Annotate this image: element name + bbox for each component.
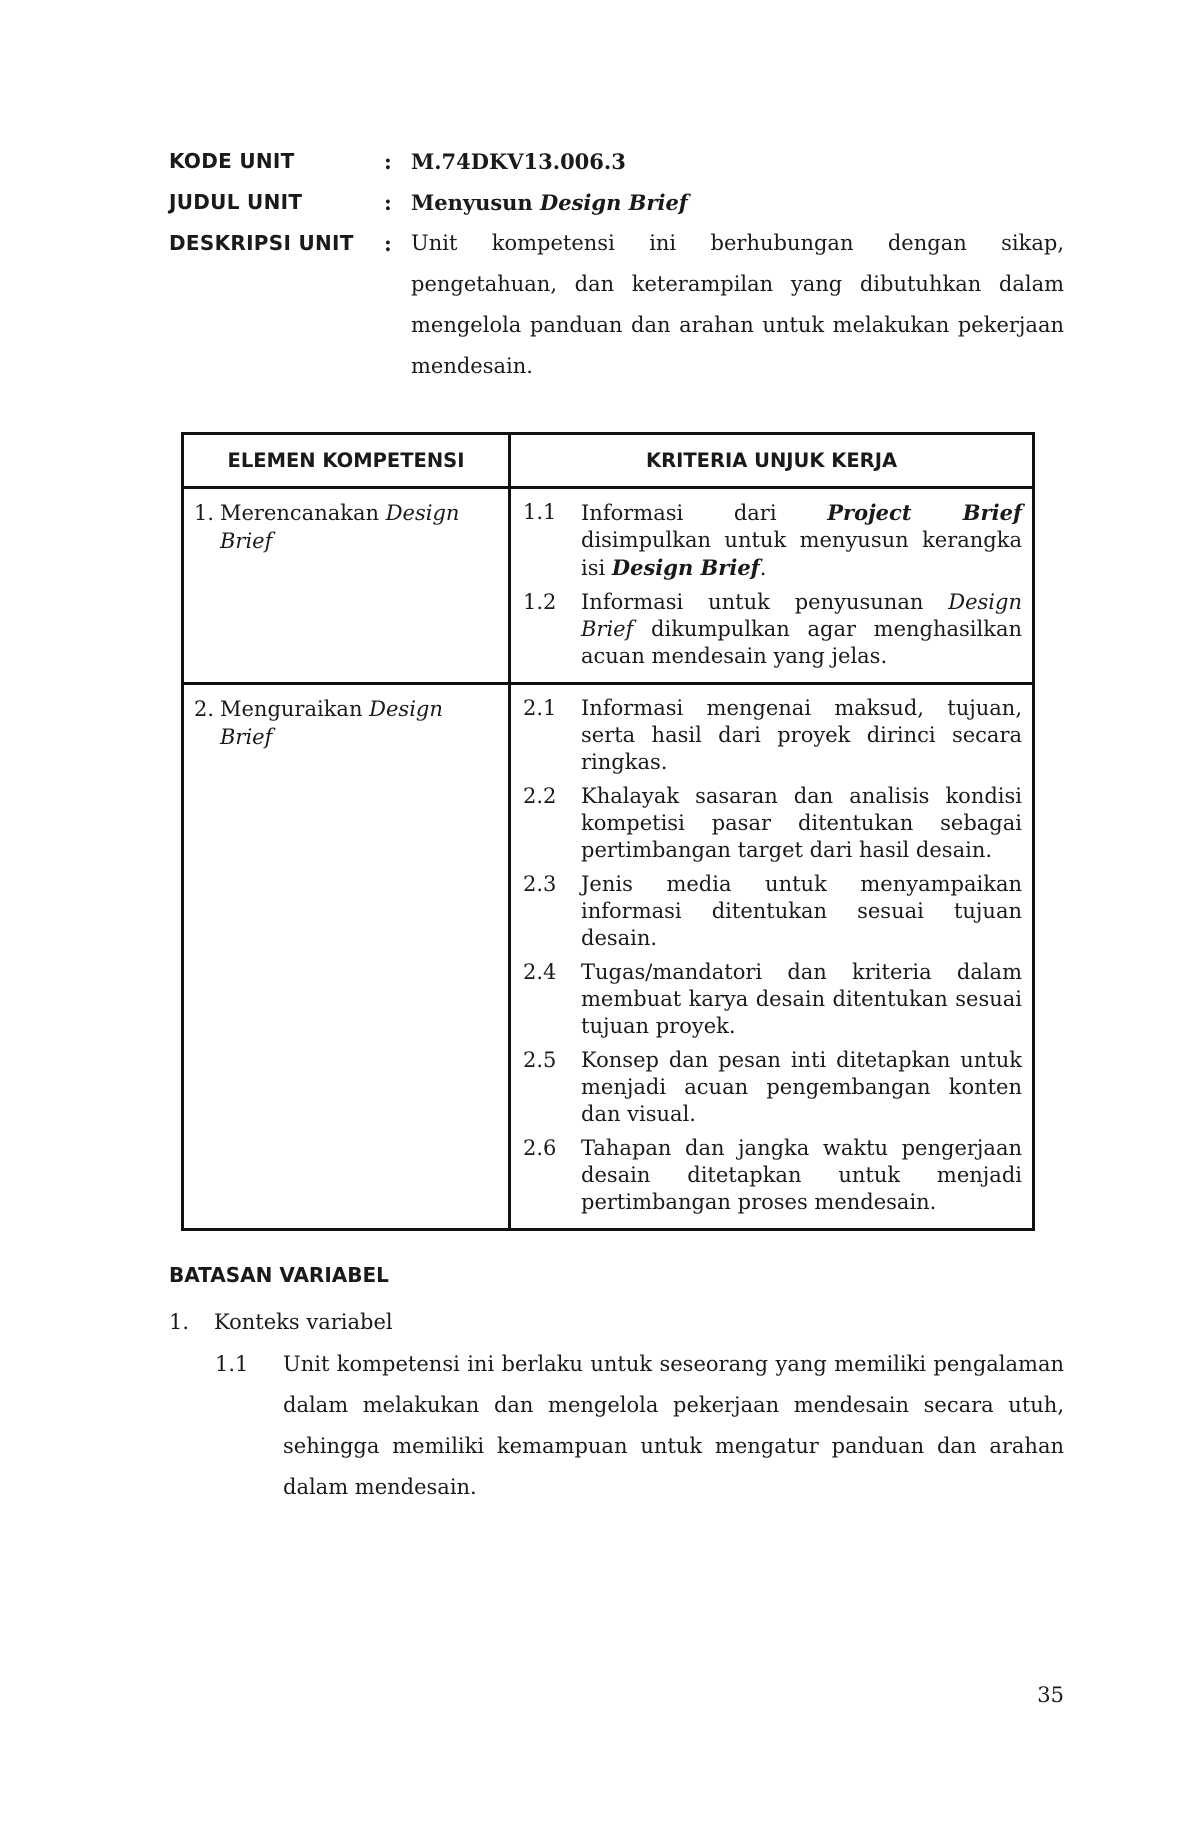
elemen-item (194, 695, 498, 751)
elemen-text (220, 695, 498, 751)
col-header-kriteria: KRITERIA UNJUK KERJA (510, 434, 1034, 488)
kriteria-text-part: Informasi dari (581, 501, 828, 525)
kriteria-text-part: . (759, 556, 767, 580)
deskripsi-unit-value: Unit kompetensi ini berhubungan dengan sikap, pengetahuan, dan keterampilan yang dibutuhkan dalam mengelola panduan dan arahan untuk melakukan pekerjaan mendesain. (411, 231, 1064, 378)
page-number: 35 (1037, 1683, 1064, 1707)
colon: : (384, 149, 392, 174)
kriteria-number: 2.5 (523, 1048, 557, 1072)
kriteria-text (581, 589, 1022, 670)
elemen-text-plain: Menguraikan (220, 697, 370, 721)
kriteria-text-part: Informasi untuk penyusunan (581, 590, 949, 614)
unit-meta (169, 141, 1064, 387)
table-row (183, 684, 1034, 1230)
kriteria-cell (510, 488, 1034, 684)
kriteria-text-part: disimpulkan untuk menyusun kerangka isi (581, 528, 1022, 580)
kriteria-item (523, 959, 1022, 1040)
deskripsi-unit-label: DESKRIPSI UNIT (169, 231, 354, 255)
kriteria-number: 1.2 (523, 590, 557, 614)
deskripsi-unit-row (169, 223, 1064, 387)
kriteria-number: 2.3 (523, 872, 557, 896)
kriteria-text: Khalayak sasaran dan analisis kondisi kompetisi pasar ditentukan sebagai pertimbangan target dari hasil desain. (581, 784, 1022, 862)
table-header-row (183, 434, 1034, 488)
kriteria-text: Konsep dan pesan inti ditetapkan untuk menjadi acuan pengembangan konten dan visual. (581, 1048, 1022, 1126)
kode-unit-value: M.74DKV13.006.3 (411, 149, 626, 174)
colon: : (384, 190, 392, 215)
batasan-variabel-title: BATASAN VARIABEL (169, 1263, 389, 1287)
judul-unit-value-plain: Menyusun (411, 190, 541, 215)
kriteria-number: 2.1 (523, 696, 557, 720)
kriteria-text: Informasi mengenai maksud, tujuan, serta hasil dari proyek dirinci secara ringkas. (581, 696, 1022, 774)
judul-unit-value-italic: Design Brief (540, 190, 688, 215)
elemen-item (194, 499, 498, 555)
col-header-elemen: ELEMEN KOMPETENSI (183, 434, 510, 488)
kriteria-text: Tahapan dan jangka waktu pengerjaan desain ditetapkan untuk menjadi pertimbangan proses mendesain. (581, 1136, 1022, 1214)
kriteria-item (523, 695, 1022, 776)
kompetensi-table (181, 432, 1035, 1231)
judul-unit-value (411, 182, 1064, 223)
list-item-text: Konteks variabel (214, 1310, 393, 1334)
kriteria-item (523, 1135, 1022, 1216)
judul-unit-row (169, 182, 1064, 223)
sub-list-item-number: 1.1 (215, 1352, 249, 1376)
elemen-text-italic: Design Brief (220, 501, 460, 553)
kriteria-text-emph: Design Brief (611, 555, 760, 580)
elemen-text-plain: Merencanakan (220, 501, 386, 525)
kriteria-number: 2.2 (523, 784, 557, 808)
kriteria-number: 2.4 (523, 960, 557, 984)
kriteria-text: Jenis media untuk menyampaikan informasi ditentukan sesuai tujuan desain. (581, 872, 1022, 950)
kriteria-item (523, 499, 1022, 582)
judul-unit-label: JUDUL UNIT (169, 190, 303, 214)
kriteria-number: 1.1 (523, 500, 557, 524)
kode-unit-label: KODE UNIT (169, 149, 295, 173)
kriteria-text-emph: Project Brief (827, 500, 1022, 525)
elemen-number: 1. (194, 501, 215, 525)
kriteria-cell (510, 684, 1034, 1230)
kriteria-text-italic: Design Brief (581, 590, 1022, 641)
elemen-cell (183, 488, 510, 684)
kriteria-text: Tugas/mandatori dan kriteria dalam membuat karya desain ditentukan sesuai tujuan proyek. (581, 960, 1022, 1038)
elemen-text (220, 499, 498, 555)
kriteria-text-part: dikumpulkan agar menghasilkan acuan mendesain yang jelas. (581, 617, 1022, 668)
colon: : (384, 231, 392, 256)
kriteria-item (523, 589, 1022, 670)
sub-list-item (215, 1344, 1064, 1508)
list-item-number: 1. (169, 1310, 190, 1334)
kriteria-item (523, 1047, 1022, 1128)
elemen-text-italic: Design Brief (220, 697, 443, 749)
kriteria-item (523, 783, 1022, 864)
kriteria-item (523, 871, 1022, 952)
elemen-cell (183, 684, 510, 1230)
kriteria-text (581, 499, 1022, 582)
kriteria-number: 2.6 (523, 1136, 557, 1160)
kode-unit-row (169, 141, 1064, 182)
list-item (169, 1302, 1064, 1343)
table-row (183, 488, 1034, 684)
elemen-number: 2. (194, 697, 215, 721)
sub-list-item-text: Unit kompetensi ini berlaku untuk seseorang yang memiliki pengalaman dalam melakukan dan mengelola pekerjaan mendesain secara utuh, sehingga memiliki kemampuan untuk mengatur panduan dan arahan dalam mendesain. (283, 1352, 1064, 1499)
